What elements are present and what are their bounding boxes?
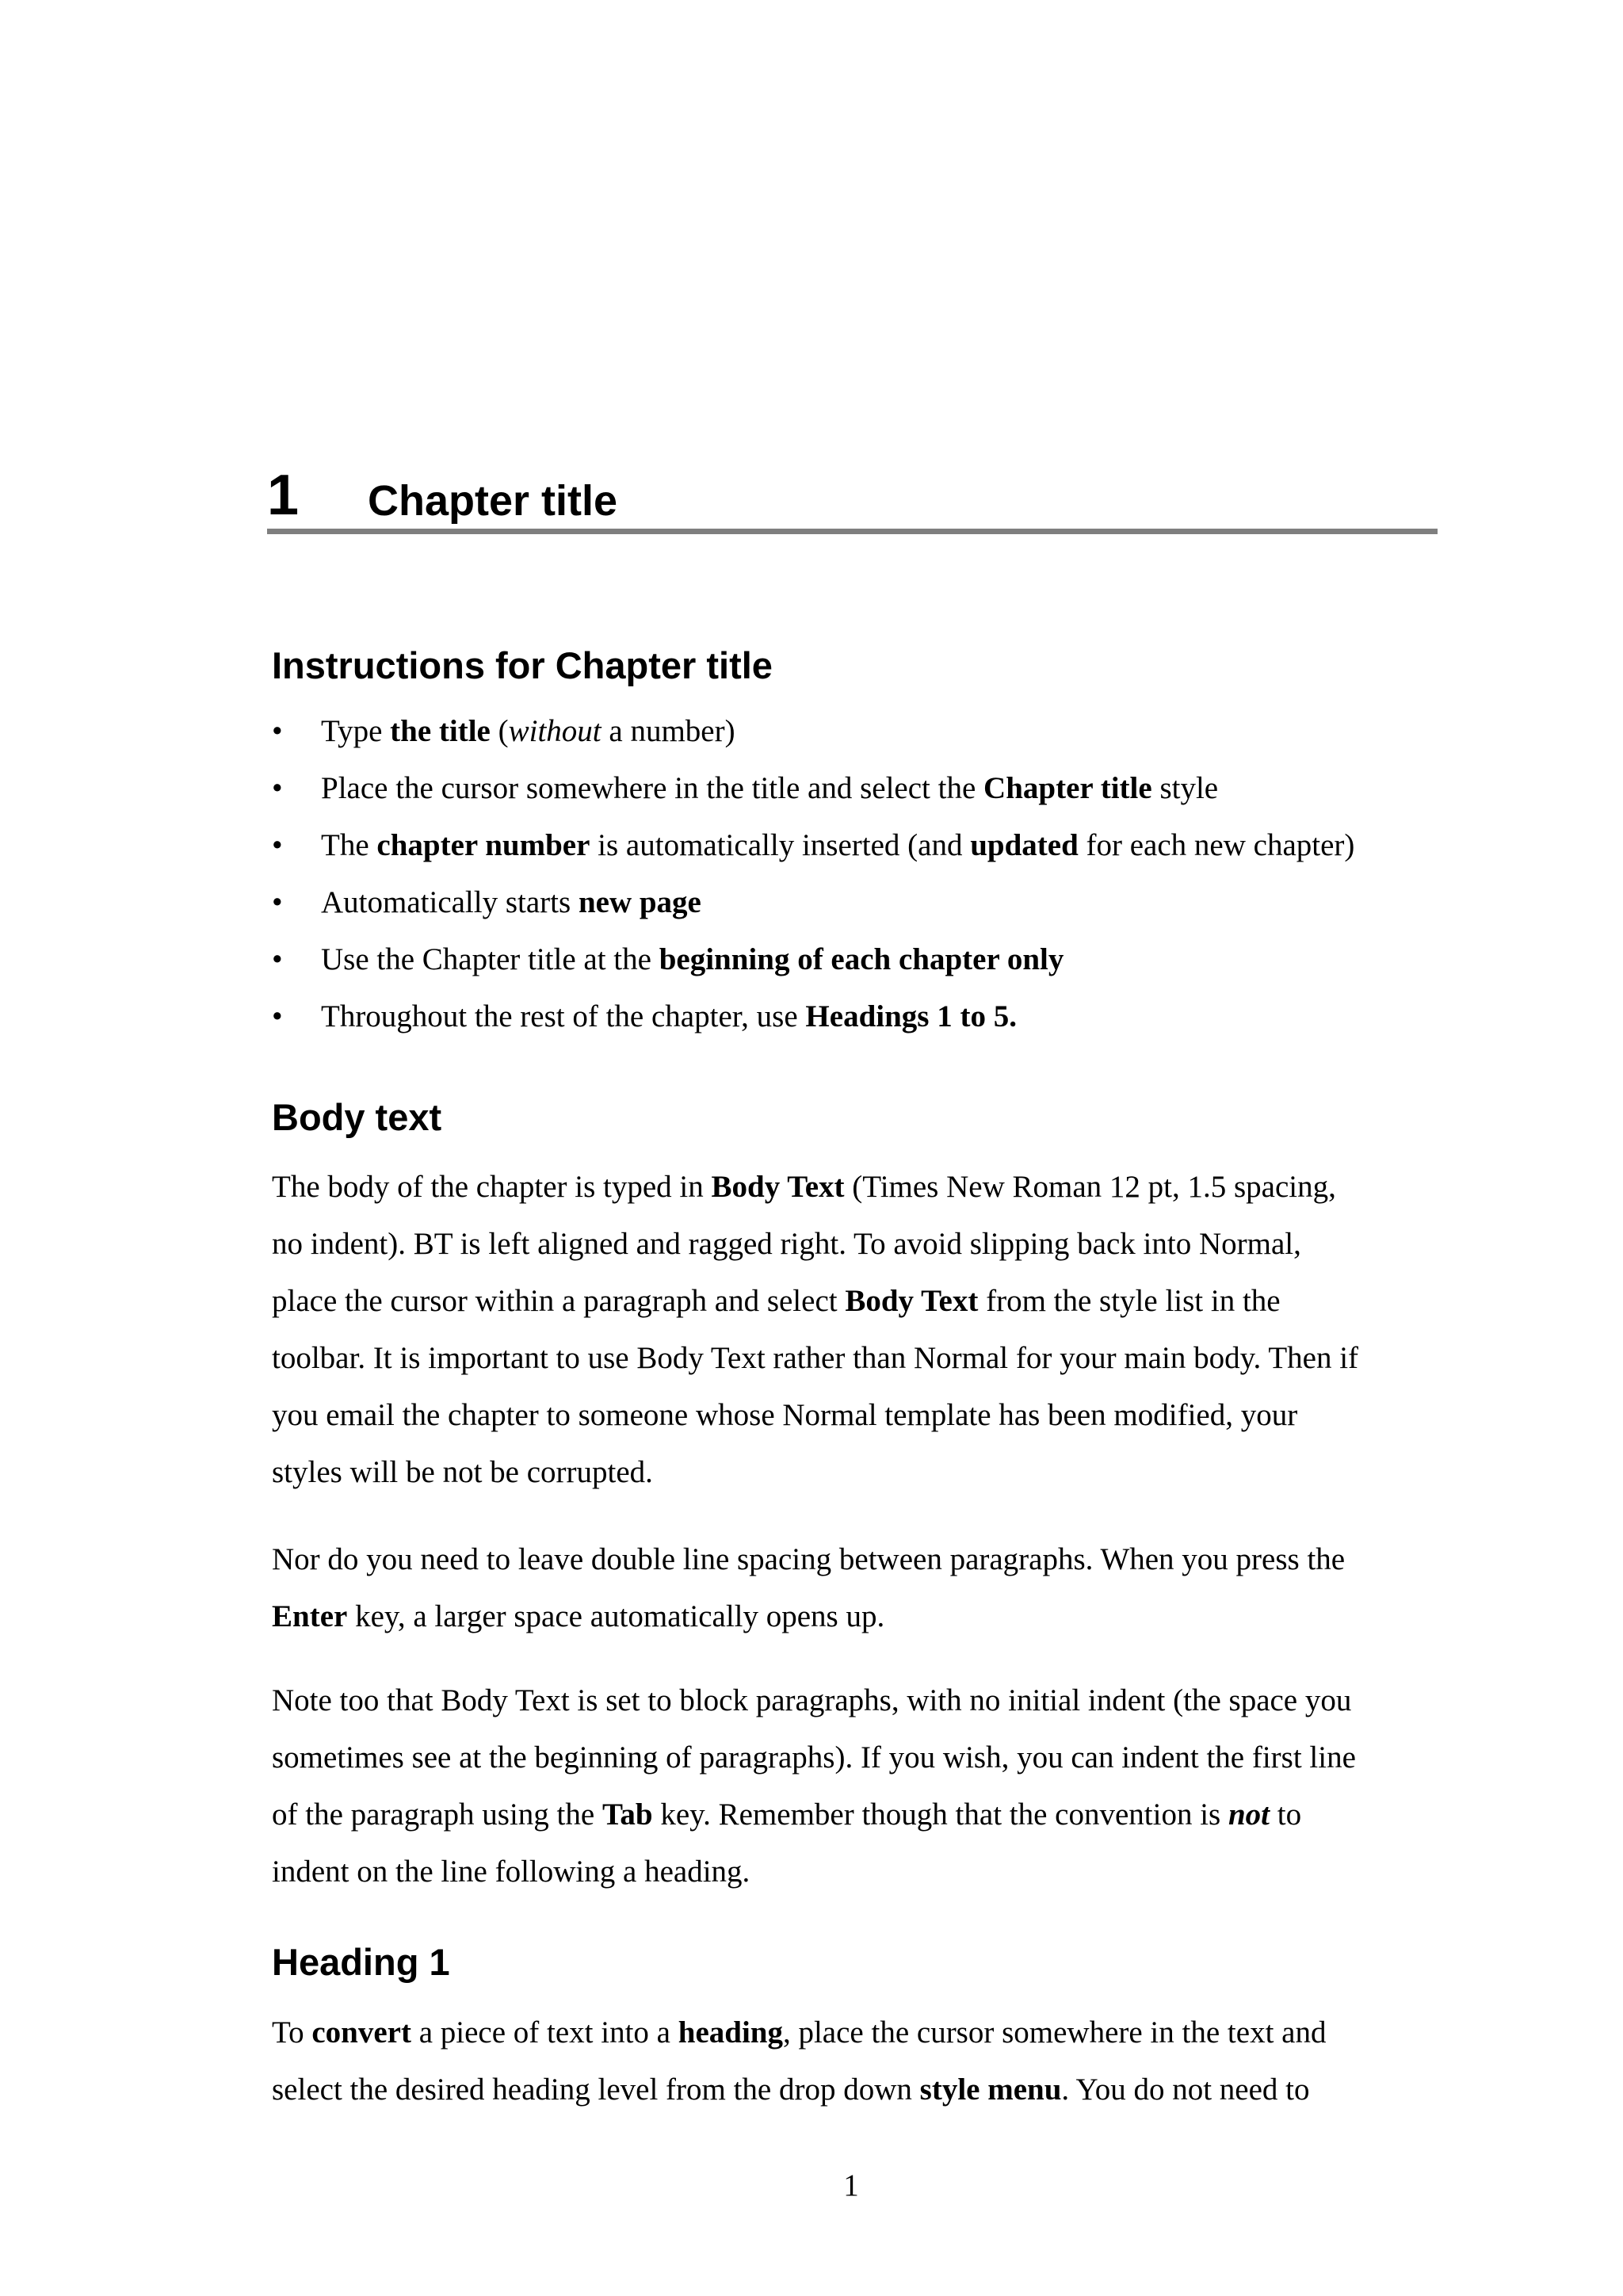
text-line: place the cursor within a paragraph and select Body Text from the style list in the — [272, 1284, 1281, 1318]
bullet-text: The chapter number is automatically inserted (and updated for each new chapter) — [321, 828, 1355, 862]
heading-1-heading: Heading 1 — [272, 1941, 450, 1983]
text-line: To convert a piece of text into a heading, place the cursor somewhere in the text and — [272, 2015, 1327, 2050]
bullet-icon: • — [272, 885, 283, 919]
text-line: you email the chapter to someone whose Normal template has been modified, your — [272, 1398, 1298, 1432]
text-line: of the paragraph using the Tab key. Remember though that the convention is not to — [272, 1797, 1302, 1832]
chapter-title: Chapter title — [368, 477, 618, 525]
text-line: The body of the chapter is typed in Body Text (Times New Roman 12 pt, 1.5 spacing, — [272, 1170, 1336, 1204]
text-line: Nor do you need to leave double line spacing between paragraphs. When you press the — [272, 1542, 1346, 1576]
bullet-icon: • — [272, 714, 283, 748]
bullet-icon: • — [272, 828, 283, 862]
bullet-icon: • — [272, 942, 283, 976]
bullet-item — [272, 881, 1437, 938]
bullet-item — [272, 995, 1437, 1052]
text-line: styles will be not be corrupted. — [272, 1455, 653, 1489]
bullet-icon: • — [272, 999, 283, 1033]
bullet-text: Throughout the rest of the chapter, use Headings 1 to 5. — [321, 999, 1017, 1033]
text-line: toolbar. It is important to use Body Text rather than Normal for your main body. Then if — [272, 1341, 1359, 1375]
bullet-item — [272, 766, 1437, 823]
body-text-heading: Body text — [272, 1096, 442, 1138]
heading-1-paragraph — [272, 2011, 1445, 2125]
text-line: no indent). BT is left aligned and ragged right. To avoid slipping back into Normal, — [272, 1227, 1301, 1261]
bullet-item — [272, 823, 1437, 881]
text-line: Enter key, a larger space automatically opens up. — [272, 1599, 885, 1633]
text-line: sometimes see at the beginning of paragraphs). If you wish, you can indent the first line — [272, 1740, 1356, 1775]
page-number: 1 — [843, 2168, 859, 2202]
bullet-item — [272, 938, 1437, 995]
body-text-paragraph-2 — [272, 1538, 1445, 1652]
text-line: indent on the line following a heading. — [272, 1855, 750, 1889]
instructions-heading: Instructions for Chapter title — [272, 644, 773, 686]
text-line: Note too that Body Text is set to block paragraphs, with no initial indent (the space you — [272, 1683, 1352, 1717]
chapter-heading — [267, 464, 1438, 535]
bullet-text: Automatically starts new page — [321, 885, 701, 919]
bullet-text: Place the cursor somewhere in the title and select the Chapter title style — [321, 771, 1219, 805]
bullet-icon: • — [272, 771, 283, 805]
chapter-title-rule — [267, 529, 1438, 534]
body-text-paragraph-3 — [272, 1679, 1445, 1907]
chapter-number: 1 — [267, 464, 300, 527]
instructions-bullet-list — [272, 709, 1437, 1052]
bullet-text: Type the title (without a number) — [321, 714, 735, 748]
body-text-paragraph-1 — [272, 1165, 1445, 1507]
bullet-item — [272, 709, 1437, 766]
bullet-text: Use the Chapter title at the beginning of each chapter only — [321, 942, 1064, 976]
text-line: select the desired heading level from the drop down style menu. You do not need to — [272, 2073, 1310, 2107]
